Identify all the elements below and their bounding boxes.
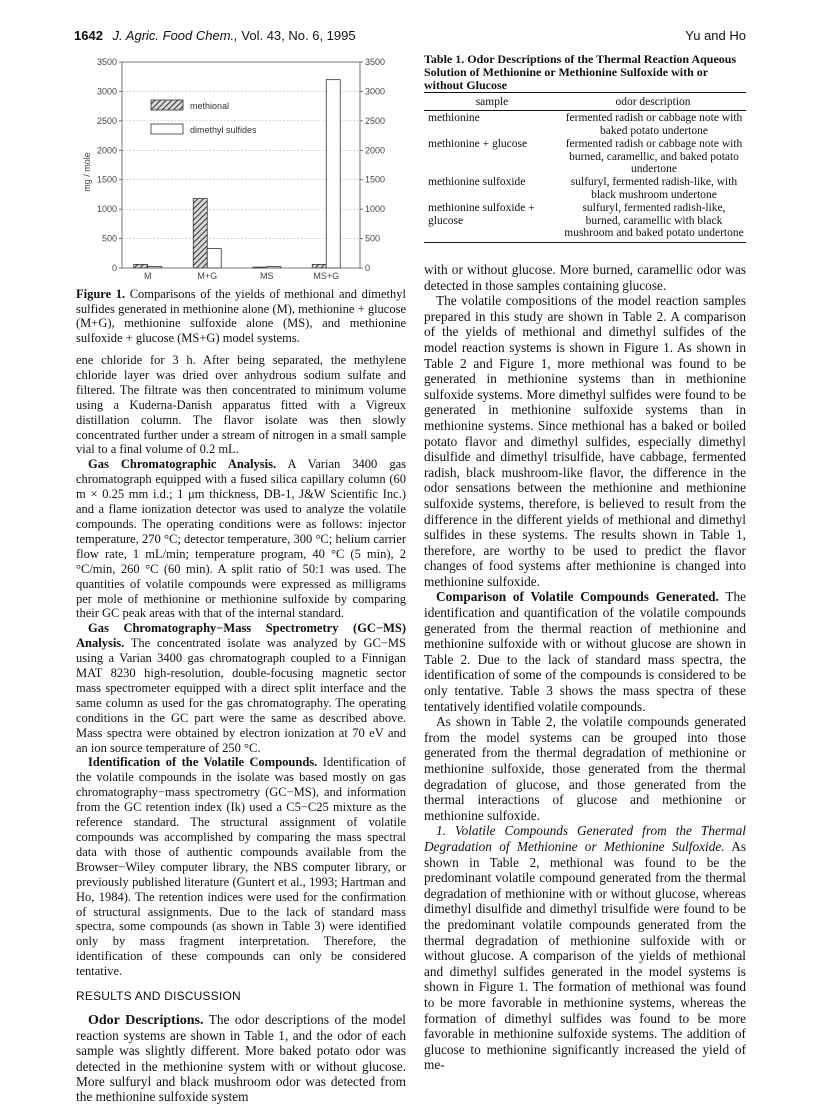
table-cell-sample: methionine sulfoxide + glucose [424, 201, 560, 243]
running-header-authors: Yu and Ho [685, 28, 746, 43]
table-cell-description: sulfuryl, fermented radish-like, burned, caramellic with black mushroom and baked potato undertone [560, 201, 746, 243]
text-thermal-degradation: As shown in Table 2, methional was found to be the predominant volatile compound generated from the thermal degradation of methionine with or without glucose, whereas dimethyl disulfide and dimethyl trisulfide were found to be the predominant volatile compounds generated from the thermal degradation of methionine sulfoxide with or without glucose. A comparison of the yields of methional and dimethyl sulfides generated in the model systems is shown in Figure 1. The formation of methional was found to be more favorable in methionine systems, whereas the formation of dimethyl sulfides was found to be more favorable in methionine sulfoxide systems. The addition of glucose to methionine significantly increased the yield of me- [424, 838, 746, 1073]
table-cell-sample: methionine + glucose [428, 138, 528, 151]
heading-thermal-degradation: 1. Volatile Compounds Generated from the Thermal Degradation of Methionine or Methionine Sulfoxide. [424, 823, 746, 854]
paragraph-odor-continued: with or without glucose. More burned, caramellic odor was detected in those samples containing glucose. [424, 262, 746, 293]
table-row [424, 201, 746, 243]
section-heading-results: RESULTS AND DISCUSSION [76, 989, 241, 1004]
heading-odor-descriptions: Odor Descriptions. [88, 1012, 204, 1028]
legend-swatch-methional [151, 100, 183, 110]
table-row [424, 111, 746, 137]
paragraph-identification [76, 755, 406, 979]
right-column-body [424, 262, 746, 1073]
chart-legend [151, 100, 257, 135]
bar-methional-M [134, 264, 148, 268]
table-cell-sample: methionine [428, 112, 480, 125]
legend-label-dimethyl-sulfides: dimethyl sulfides [190, 125, 257, 135]
paragraph-gc-analysis [76, 457, 406, 621]
table-row [424, 137, 746, 175]
figure-1-caption [76, 287, 406, 345]
heading-identification: Identification of the Volatile Compounds. [88, 755, 318, 770]
paragraph-gcms-analysis [76, 621, 406, 755]
table-cell-sample: methionine sulfoxide [428, 176, 526, 189]
table-cell-description: sulfuryl, fermented radish-like, with black mushroom undertone [570, 176, 738, 201]
bar-methional-MplusG [193, 199, 207, 268]
y-tick-label: 500 [101, 233, 117, 244]
y-tick-label-right: 1500 [365, 174, 386, 185]
legend-swatch-dimethyl-sulfides [151, 124, 183, 134]
plot-frame [122, 62, 360, 268]
journal-name: J. Agric. Food Chem., [112, 28, 238, 43]
y-tick-label: 1500 [96, 174, 117, 185]
paragraph-volatile-compositions: The volatile compositions of the model reaction samples prepared in this study are shown in Table 2. A comparison of the yields of methional and dimethyl sulfides of the model reaction systems is shown in Figure 1. As shown in Table 2 and Figure 1, more methional was found to be generated in methionine systems than in methionine sulfoxide systems. More dimethyl sulfides were found to be generated in methionine sulfoxide systems than in methionine systems. Since methional has a baked or boiled potato flavor and dimethyl sulfides, especially dimethyl disulfide and dimethyl trisulfide, have cabbage, fermented radish, black mushroom-like flavor, the difference in the odor sensations between the methionine and methionine sulfoxide systems, therefore, is believed to result from the difference in the different yields of methional and dimethyl sulfides in these systems. The results shown in Table 1, therefore, are worthy to be used to predict the flavor changes of food systems after methionine is changed into methionine sulfoxide. [424, 293, 746, 589]
bar-methional-MSplusG [312, 264, 326, 268]
text-odor-descriptions: The odor descriptions of the model reaction systems are shown in Table 1, and the odor of each sample was slightly different. More baked potato odor was detected in the methionine system with or without glucose. More sulfuryl and black mushroom odor was detected from the methionine sulfoxide system [76, 1011, 406, 1104]
y-tick-label-right: 2000 [365, 145, 386, 156]
figure-caption-text: Comparisons of the yields of methional and dimethyl sulfides generated in methionine alone (M), methionine + glucose (M+G), methionine sulfoxide alone (MS), and methionine sulfoxide + glucose (MS+G) model systems. [76, 287, 407, 345]
x-tick-label: M+G [197, 271, 218, 281]
heading-comparison: Comparison of Volatile Compounds Generated. [436, 589, 719, 605]
table-cell-description: fermented radish or cabbage note with burned, caramellic, and baked potato undertone [565, 138, 743, 176]
paragraph-grouping: As shown in Table 2, the volatile compounds generated from the model systems can be grouped into those generated from the thermal degradation of methionine or methionine sulfoxide, those generated from the thermal degradation of glucose, and those generated from the thermal interactions of glucose and methionine or methionine sulfoxide. [424, 714, 746, 823]
y-tick-label: 2500 [96, 115, 117, 126]
legend-label-methional: methional [190, 101, 230, 111]
heading-gc-analysis: Gas Chromatographic Analysis. [88, 457, 277, 472]
y-axis-label: mg / mole [82, 152, 92, 192]
figure-caption-label: Figure 1. [76, 287, 126, 301]
table-header-odor-description: odor description [560, 93, 746, 111]
x-tick-label: MS+G [313, 271, 340, 281]
y-tick-label: 0 [111, 263, 117, 273]
table-header-sample: sample [424, 93, 560, 111]
heading-gcms-analysis: Gas Chromatography−Mass Spectrometry (GC−MS) Analysis. [76, 621, 406, 651]
bar-dimethyl-sulfides-MplusG [207, 249, 221, 268]
y-tick-label: 3500 [96, 57, 117, 67]
text-comparison: The identification and quantification of the volatile compounds generated from the thermal reaction of methionine and methionine sulfoxide with or without glucose are shown in Table 2. Due to the lack of standard mass spectra, the identification of some of the compounds is considered to be only tentative. Table 3 shows the mass spectra of these tentatively identified volatile compounds. [424, 589, 747, 714]
page-number: 1642 [74, 28, 103, 43]
text-gcms-analysis: The concentrated isolate was analyzed by GC−MS using a Varian 3400 gas chromatograph coupled to a Finnigan MAT 8230 high-resolution, double-focusing magnetic sector mass spectrometer equipped with a direct split interface and the same column as used for the gas chromatography. The operating conditions in the GC part were the same as described above. Mass spectra were obtained by electron ionization at 70 eV and an ion source temperature of 250 °C. [76, 636, 406, 755]
y-tick-label-right: 500 [365, 233, 381, 244]
table-cell-description: fermented radish or cabbage note with baked potato undertone [565, 112, 743, 137]
text-gc-analysis: A Varian 3400 gas chromatograph equipped with a fused silica capillary column (60 m × 0.25 mm i.d.; 1 μm thickness, DB-1, J&W Scientific Inc.) and a flame ionization detector was used to analyze the volatile compounds. The operating conditions were as follows: injector temperature, 270 °C; detector temperature, 300 °C; helium carrier flow rate, 1 mL/min; temperature program, 40 °C (5 min), 2 °C/min, 260 °C (60 min). A split ratio of 50:1 was used. The quantities of volatile compounds were expressed as milligrams per mole of methionine or methionine sulfoxide by comparing their GC peak areas with that of the internal standard. [76, 457, 406, 621]
text-identification: Identification of the volatile compounds in the isolate was based mostly on gas chromatography−mass spectrometry (GC−MS), and information from the GC retention index (Ik) used a C5−C25 mixture as the reference standard. The structural assignment of volatile compounds was accomplished by comparing the mass spectral data with those of authentic compounds available from the Browser−Wiley computer library, the NBS computer library, or previously published literature (Guntert et al., 1993; Hartman and Ho, 1984). The retention indices were used for the confirmation of structural assignments. Due to the lack of standard mass spectra, some compounds (as shown in Table 3) were identified only by mass fragment interpretation. Therefore, the identification of these compounds can only be considered tentative. [76, 755, 407, 979]
y-tick-label-right: 0 [365, 263, 371, 273]
table-1-title: Table 1. Odor Descriptions of the Thermal Reaction Aqueous Solution of Methionine or Methionine Sulfoxide with or without Glucose [424, 52, 737, 92]
left-column-body [76, 353, 406, 1104]
y-tick-label: 1000 [96, 204, 117, 215]
y-tick-label: 3000 [96, 86, 117, 97]
table-1 [424, 92, 746, 243]
journal-citation: Vol. 43, No. 6, 1995 [241, 28, 356, 43]
paragraph-extraction: ene chloride for 3 h. After being separated, the methylene chloride layer was dried over anhydrous sodium sulfate and filtered. The filtrate was then concentrated to minimum volume using a Kuderna-Danish apparatus fitted with a Vigreux distillation column. The flavor isolate was then slowly concentrated further under a stream of nitrogen in a small sample vial to a final volume of 0.2 mL. [76, 353, 406, 457]
x-tick-label: MS [260, 271, 274, 281]
paragraph-thermal-degradation [424, 823, 746, 1073]
running-header-left [74, 28, 356, 43]
y-tick-label-right: 3000 [365, 86, 386, 97]
table-row [424, 175, 746, 201]
y-tick-label-right: 2500 [365, 115, 386, 126]
y-tick-label: 2000 [96, 145, 117, 156]
y-tick-label-right: 3500 [365, 57, 386, 67]
paragraph-comparison [424, 589, 746, 714]
paragraph-odor-descriptions [76, 1012, 406, 1104]
x-tick-label: M [144, 271, 152, 281]
figure-1-chart [76, 54, 406, 284]
y-tick-label-right: 1000 [365, 204, 386, 215]
bar-dimethyl-sulfides-MSplusG [326, 80, 340, 268]
